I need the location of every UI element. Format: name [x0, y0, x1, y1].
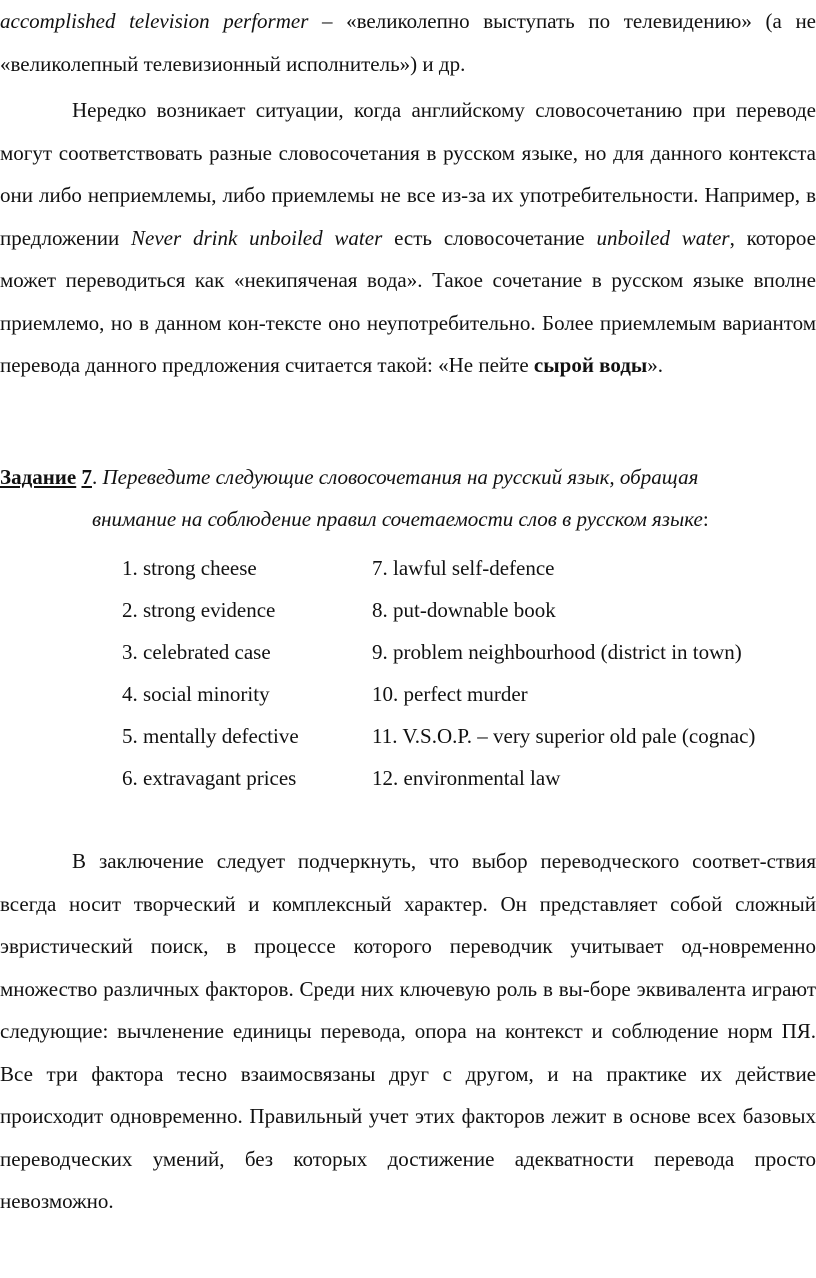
list-item: 12. environmental law	[372, 766, 561, 790]
task-label: Задание	[0, 465, 77, 489]
list-item: 6. extravagant prices	[122, 766, 297, 790]
italic-example-phrase: unboiled water	[596, 225, 730, 250]
list-item: 7. lawful self-defence	[372, 556, 555, 580]
list-item: 5. mentally defective	[122, 724, 299, 748]
paragraph-text: В заключение следует подчеркнуть, что выбор переводческого соответ-ствия всегда носит творческий и комплексный характер. Он представляет собой сложный эвристический поиск, в процессе которого переводчик учитывает од-новременно множество различных факторов. Среди них ключевую роль в вы-боре эквивалента играют следующие: вычленение единицы перевода, опора на контекст и соблюдение норм ПЯ. Все три фактора тесно взаимосвязаны друг с другом, и на практике их действие происходит одновременно. Правильный учет этих факторов лежит в основе всех базовых переводческих умений, без которых достижение адекватности перевода просто невозможно.	[0, 849, 816, 1213]
list-row	[0, 715, 816, 757]
list-item: 2. strong evidence	[122, 598, 276, 622]
paragraph-collocation	[0, 89, 816, 387]
list-row	[0, 631, 816, 673]
list-item: 4. social minority	[122, 682, 270, 706]
task-dot: .	[91, 465, 103, 489]
paragraph-text: ».	[647, 353, 664, 377]
phrase-list	[0, 547, 816, 799]
paragraph-text: есть словосочетание	[382, 225, 597, 250]
task-instruction: внимание на соблюдение правил сочетаемости слов в русском языке	[92, 507, 703, 531]
task-heading-line	[0, 456, 816, 498]
paragraph-text: , которое может переводиться как «некипяченая вода». Такое сочетание в русском языке вполне приемлемо, но в данном кон-тексте оно неупотребительно. Более приемлемым вариантом перевода данного предложения считается такой: «Не пейте	[0, 225, 816, 377]
italic-example-sentence: Never drink unboiled water	[131, 225, 383, 250]
list-item: 3. celebrated case	[122, 640, 271, 664]
paragraph-conclusion	[0, 840, 816, 1223]
list-row	[0, 547, 816, 589]
task-instruction: Переведите следующие словосочетания на русский язык, обращая	[102, 465, 699, 489]
task-heading	[0, 456, 816, 540]
list-item: 9. problem neighbourhood (district in town)	[372, 640, 742, 664]
italic-phrase: accomplished television performer	[0, 9, 309, 33]
list-row	[0, 673, 816, 715]
task-number: 7	[81, 465, 92, 489]
list-row	[0, 757, 816, 799]
list-item: 10. perfect murder	[372, 682, 528, 706]
paragraph-text: – «великолепно выступать по телевидению» (а не «великолепный телевизионный исполнитель») и др.	[0, 9, 816, 76]
list-row	[0, 589, 816, 631]
list-item: 11. V.S.O.P. – very superior old pale (cognac)	[372, 724, 756, 748]
paragraph-intro	[0, 0, 816, 85]
paragraph-text: Нередко возникает ситуации, когда английскому словосочетанию при переводе могут соответствовать разные словосочетания в русском языке, но для данного контекста они либо неприемлемы, либо приемлемы не все из-за их употребительности. Например, в предложении	[0, 98, 816, 250]
task-colon: :	[702, 507, 709, 531]
task-instruction-line	[0, 498, 816, 540]
list-item: 8. put-downable book	[372, 598, 556, 622]
list-item: 1. strong cheese	[122, 556, 257, 580]
bold-translation: сырой воды	[533, 353, 648, 377]
